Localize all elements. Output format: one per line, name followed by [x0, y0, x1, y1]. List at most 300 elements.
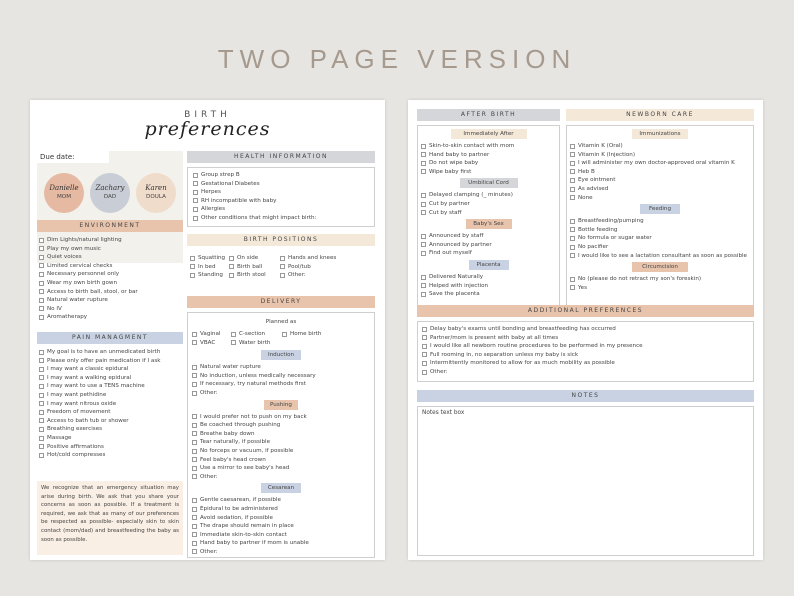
- checkbox[interactable]: [39, 315, 44, 320]
- checkbox[interactable]: [193, 198, 198, 203]
- pushing-item[interactable]: [192, 464, 370, 473]
- banner-title: TWO PAGE VERSION: [217, 44, 577, 74]
- position-item[interactable]: [229, 254, 280, 263]
- cord-label: Cut by partner: [429, 200, 470, 207]
- induction-item[interactable]: [192, 372, 370, 381]
- cesarean-item[interactable]: [192, 539, 370, 548]
- cord-list: [421, 191, 556, 217]
- immunization-item[interactable]: [570, 176, 750, 185]
- checkbox[interactable]: [192, 457, 197, 462]
- checkbox[interactable]: [190, 264, 195, 269]
- checkbox[interactable]: [280, 264, 285, 269]
- checkbox[interactable]: [192, 449, 197, 454]
- feeding-item[interactable]: [570, 234, 750, 243]
- notes-textbox[interactable]: [417, 406, 754, 556]
- checkbox[interactable]: [570, 187, 575, 192]
- circumcision-label: Yes: [578, 284, 588, 291]
- checkbox[interactable]: [39, 263, 44, 268]
- placenta-label: Helped with injection: [429, 282, 489, 289]
- sex-item[interactable]: [421, 232, 556, 241]
- immediately-label: Skin-to-skin contact with mom: [429, 143, 515, 149]
- checkbox[interactable]: [570, 152, 575, 157]
- planned-item[interactable]: [192, 330, 231, 339]
- induction-list: [192, 363, 370, 397]
- notes-section: [417, 390, 754, 556]
- immunization-label: As advised: [578, 185, 609, 192]
- checkbox[interactable]: [229, 256, 234, 261]
- positions-section: [187, 234, 375, 280]
- checkbox[interactable]: [421, 193, 426, 198]
- notes-placeholder: Notes text box: [422, 410, 465, 416]
- environment-label: Dim Lights/natural lighting: [47, 237, 122, 243]
- immunizations-list: [570, 142, 750, 202]
- pain-item[interactable]: [39, 408, 181, 417]
- additional-item[interactable]: [422, 359, 749, 368]
- cesarean-label: Hand baby to partner if mom is unable: [200, 540, 309, 547]
- position-item[interactable]: [229, 271, 280, 280]
- pain-label: I may want a walking epidural: [47, 374, 132, 381]
- environment-item[interactable]: [39, 236, 181, 245]
- checkbox[interactable]: [421, 152, 426, 157]
- additional-label: Delay baby's exams until bonding and breastfeeding has occurred: [430, 326, 616, 332]
- checkbox[interactable]: [229, 264, 234, 269]
- checkbox[interactable]: [421, 202, 426, 207]
- checkbox[interactable]: [192, 340, 197, 345]
- checkbox[interactable]: [570, 178, 575, 183]
- planned-item[interactable]: [282, 330, 370, 339]
- pushing-item[interactable]: [192, 413, 370, 422]
- after-birth-box: [417, 125, 560, 315]
- checkbox[interactable]: [421, 144, 426, 149]
- pain-item[interactable]: [39, 357, 181, 366]
- health-item[interactable]: [193, 171, 369, 180]
- checkbox[interactable]: [39, 410, 44, 415]
- position-item[interactable]: [190, 271, 229, 280]
- immunization-item[interactable]: [570, 185, 750, 194]
- immunization-label: Eye ointment: [578, 177, 616, 184]
- checkbox[interactable]: [570, 277, 575, 282]
- checkbox[interactable]: [39, 453, 44, 458]
- cord-item[interactable]: [421, 209, 556, 218]
- checkbox[interactable]: [192, 365, 197, 370]
- checkbox[interactable]: [192, 515, 197, 520]
- induction-item[interactable]: [192, 389, 370, 398]
- pushing-label: Feel baby's head crown: [200, 456, 266, 463]
- checkbox[interactable]: [570, 195, 575, 200]
- checkbox[interactable]: [192, 474, 197, 479]
- sex-label: Find out myself: [429, 250, 472, 257]
- checkbox[interactable]: [570, 245, 575, 250]
- checkbox[interactable]: [39, 367, 44, 372]
- checkbox[interactable]: [422, 361, 427, 366]
- environment-item[interactable]: [39, 262, 181, 271]
- pushing-label: Other:: [200, 473, 218, 480]
- feeding-item[interactable]: [570, 252, 750, 261]
- after-birth-header: AFTER BIRTH: [417, 109, 560, 121]
- health-item[interactable]: [193, 214, 369, 223]
- feeding-item[interactable]: [570, 217, 750, 226]
- checkbox[interactable]: [192, 423, 197, 428]
- additional-label: Other:: [430, 368, 448, 375]
- environment-label: Limited cervical checks: [47, 262, 113, 269]
- sex-label: Announced by staff: [429, 233, 484, 240]
- cesarean-item[interactable]: [192, 531, 370, 540]
- checkbox[interactable]: [192, 549, 197, 554]
- health-item[interactable]: [193, 205, 369, 214]
- checkbox[interactable]: [421, 242, 426, 247]
- pain-item[interactable]: [39, 365, 181, 374]
- feeding-item[interactable]: [570, 243, 750, 252]
- checkbox[interactable]: [192, 414, 197, 419]
- sex-item[interactable]: [421, 249, 556, 258]
- immunization-item[interactable]: [570, 159, 750, 168]
- checkbox[interactable]: [229, 273, 234, 278]
- environment-item[interactable]: [39, 253, 181, 262]
- checkbox[interactable]: [570, 144, 575, 149]
- checkbox[interactable]: [421, 283, 426, 288]
- pain-label: I may want a classic epidural: [47, 366, 129, 373]
- immediately-item[interactable]: [421, 159, 556, 168]
- pain-item[interactable]: [39, 374, 181, 383]
- immediately-item[interactable]: [421, 151, 556, 160]
- health-label: Herpes: [201, 189, 221, 196]
- health-header: HEALTH INFORMATION: [187, 151, 375, 163]
- planned-label: Planned as: [265, 319, 297, 325]
- health-item[interactable]: [193, 188, 369, 197]
- checkbox[interactable]: [570, 227, 575, 232]
- position-label: In bed: [198, 263, 216, 270]
- checkbox[interactable]: [39, 393, 44, 398]
- immunization-label: Heb B: [578, 168, 595, 175]
- checkbox[interactable]: [280, 256, 285, 261]
- position-item[interactable]: [280, 263, 372, 272]
- after-birth-section: [417, 109, 560, 315]
- pain-item[interactable]: [39, 348, 181, 357]
- checkbox[interactable]: [39, 298, 44, 303]
- checkbox[interactable]: [422, 335, 427, 340]
- pushing-item[interactable]: [192, 447, 370, 456]
- checkbox[interactable]: [231, 340, 236, 345]
- additional-item[interactable]: [422, 368, 749, 377]
- sex-list: [421, 232, 556, 258]
- checkbox[interactable]: [39, 281, 44, 286]
- induction-label: Induction: [261, 350, 301, 360]
- health-section: [187, 151, 375, 227]
- checkbox[interactable]: [39, 418, 44, 423]
- checkbox[interactable]: [193, 216, 198, 221]
- pain-item[interactable]: [39, 382, 181, 391]
- feeding-label: No pacifier: [578, 243, 609, 250]
- immediately-list: [421, 142, 556, 176]
- position-item[interactable]: [280, 254, 372, 263]
- checkbox[interactable]: [192, 391, 197, 396]
- environment-item[interactable]: [39, 245, 181, 254]
- cesarean-item[interactable]: [192, 514, 370, 523]
- placenta-item[interactable]: [421, 290, 556, 299]
- induction-label: If necessary, try natural methods first: [200, 381, 306, 388]
- cesarean-label: Other:: [200, 548, 218, 555]
- pushing-item[interactable]: [192, 473, 370, 482]
- planned-label: C-section: [239, 331, 266, 337]
- environment-label: Access to birth ball, stool, or bar: [47, 288, 138, 295]
- environment-label: Natural water rupture: [47, 297, 108, 304]
- cesarean-item[interactable]: [192, 496, 370, 505]
- feeding-label: Bottle feeding: [578, 226, 618, 233]
- checkbox[interactable]: [39, 375, 44, 380]
- pushing-label: Use a mirror to see baby's head: [200, 465, 290, 472]
- pain-label: Hot/cold compresses: [47, 452, 106, 459]
- pain-label: Massage: [47, 434, 72, 441]
- checkbox[interactable]: [570, 219, 575, 224]
- checkbox[interactable]: [192, 532, 197, 537]
- immunization-label: None: [578, 194, 593, 201]
- checkbox[interactable]: [421, 292, 426, 297]
- health-list: [187, 167, 375, 227]
- delivery-section: [187, 296, 375, 558]
- immediately-item[interactable]: [421, 168, 556, 177]
- checkbox[interactable]: [570, 161, 575, 166]
- checkbox[interactable]: [421, 251, 426, 256]
- checkbox[interactable]: [39, 444, 44, 449]
- checkbox[interactable]: [570, 253, 575, 258]
- pain-item[interactable]: [39, 425, 181, 434]
- position-item[interactable]: [280, 271, 372, 280]
- planned-item[interactable]: [231, 330, 282, 339]
- checkbox[interactable]: [39, 255, 44, 260]
- position-item[interactable]: [190, 263, 229, 272]
- sex-label: Baby's Sex: [466, 219, 512, 229]
- emergency-note: [37, 481, 183, 555]
- checkbox[interactable]: [570, 285, 575, 290]
- immediately-label: Wipe baby first: [429, 168, 472, 175]
- title-birth: BIRTH: [184, 110, 231, 120]
- pain-section: [37, 332, 183, 464]
- health-label: Group strep B: [201, 172, 240, 178]
- pain-item[interactable]: [39, 400, 181, 409]
- cord-item[interactable]: [421, 191, 556, 200]
- position-item[interactable]: [190, 254, 229, 263]
- planned-item[interactable]: [231, 339, 282, 348]
- circumcision-item[interactable]: [570, 275, 750, 284]
- additional-label: I would like all newborn routine procedures to be performed in my presence: [430, 343, 643, 350]
- cesarean-label: Avoid sedation, if possible: [200, 514, 273, 521]
- pain-label: I may want pethidine: [47, 391, 107, 398]
- immunization-item[interactable]: [570, 142, 750, 151]
- health-label: RH incompatible with baby: [201, 197, 277, 204]
- cord-label: Umbilical Cord: [460, 178, 518, 188]
- placenta-item[interactable]: [421, 273, 556, 282]
- due-date-label[interactable]: Due date:: [37, 151, 109, 163]
- checkbox[interactable]: [39, 427, 44, 432]
- planned-item[interactable]: [192, 339, 231, 348]
- pushing-label: Be coached through pushing: [200, 422, 281, 429]
- position-label: Squatting: [198, 255, 226, 261]
- cord-item[interactable]: [421, 200, 556, 209]
- checkbox[interactable]: [39, 401, 44, 406]
- cesarean-item[interactable]: [192, 505, 370, 514]
- induction-label: Natural water rupture: [200, 364, 261, 371]
- immunization-label: Vitamin K (Injection): [578, 151, 635, 158]
- circumcision-label: Circumcision: [632, 262, 688, 272]
- health-item[interactable]: [193, 197, 369, 206]
- additional-item[interactable]: [422, 325, 749, 334]
- pushing-item[interactable]: [192, 456, 370, 465]
- environment-label: Quiet voices: [47, 254, 82, 261]
- pushing-label: I would prefer not to push on my back: [200, 413, 307, 420]
- checkbox[interactable]: [192, 541, 197, 546]
- pain-item[interactable]: [39, 391, 181, 400]
- avatar-dad: Zachary DAD: [90, 173, 130, 213]
- checkbox[interactable]: [570, 236, 575, 241]
- pain-item[interactable]: [39, 417, 181, 426]
- immunization-label: I will administer my own doctor-approved oral vitamin K: [578, 160, 735, 167]
- cesarean-label: Epidural to be administered: [200, 505, 278, 512]
- additional-item[interactable]: [422, 342, 749, 351]
- environment-item[interactable]: [39, 270, 181, 279]
- environment-section: [37, 220, 183, 326]
- circumcision-item[interactable]: [570, 284, 750, 293]
- checkbox[interactable]: [192, 431, 197, 436]
- pain-item[interactable]: [39, 434, 181, 443]
- checkbox[interactable]: [193, 190, 198, 195]
- checkbox[interactable]: [193, 207, 198, 212]
- environment-item[interactable]: [39, 305, 181, 314]
- environment-header: ENVIRONMENT: [37, 220, 183, 232]
- circumcision-list: [570, 275, 750, 292]
- checkbox[interactable]: [193, 173, 198, 178]
- delivery-box: [187, 312, 375, 558]
- pushing-item[interactable]: [192, 438, 370, 447]
- checkbox[interactable]: [39, 358, 44, 363]
- checkbox[interactable]: [192, 507, 197, 512]
- avatar-mom: Danielle MOM: [44, 173, 84, 213]
- feeding-label: I would like to see a lactation consultant as soon as possible: [578, 252, 747, 259]
- environment-item[interactable]: [39, 313, 181, 322]
- checkbox[interactable]: [422, 327, 427, 332]
- cesarean-label: Cesarean: [261, 483, 301, 493]
- checkbox[interactable]: [39, 306, 44, 311]
- position-label: Pool/tub: [288, 263, 311, 270]
- checkbox[interactable]: [39, 272, 44, 277]
- checkbox[interactable]: [570, 169, 575, 174]
- environment-item[interactable]: [39, 279, 181, 288]
- checkbox[interactable]: [192, 373, 197, 378]
- checkbox[interactable]: [422, 344, 427, 349]
- pushing-item[interactable]: [192, 421, 370, 430]
- immunization-item[interactable]: [570, 194, 750, 203]
- checkbox[interactable]: [39, 350, 44, 355]
- immunization-item[interactable]: [570, 151, 750, 160]
- checkbox[interactable]: [192, 382, 197, 387]
- sex-label: Announced by partner: [429, 241, 492, 248]
- checkbox[interactable]: [39, 246, 44, 251]
- position-label: Other:: [288, 272, 306, 279]
- checkbox[interactable]: [421, 210, 426, 215]
- checkbox[interactable]: [39, 289, 44, 294]
- feeding-label: No formula or sugar water: [578, 235, 652, 242]
- immediately-label: Hand baby to partner: [429, 151, 490, 158]
- checkbox[interactable]: [192, 332, 197, 337]
- pain-label: I may want to use a TENS machine: [47, 383, 145, 390]
- cesarean-item[interactable]: [192, 548, 370, 557]
- checkbox[interactable]: [193, 181, 198, 186]
- pain-header: PAIN MANAGMENT: [37, 332, 183, 344]
- additional-item[interactable]: [422, 351, 749, 360]
- pushing-list: [192, 413, 370, 482]
- induction-item[interactable]: [192, 363, 370, 372]
- checkbox[interactable]: [192, 466, 197, 471]
- additional-label: Intermittently monitored to allow for as much mobility as possible: [430, 360, 615, 367]
- placenta-item[interactable]: [421, 282, 556, 291]
- checkbox[interactable]: [282, 332, 287, 337]
- checkbox[interactable]: [421, 275, 426, 280]
- health-label: Allergies: [201, 206, 226, 213]
- position-label: On side: [237, 255, 259, 261]
- feeding-label: Feeding: [640, 204, 680, 214]
- environment-label: Necessary personnel only: [47, 271, 120, 278]
- pain-item[interactable]: [39, 451, 181, 460]
- checkbox[interactable]: [422, 352, 427, 357]
- pushing-item[interactable]: [192, 430, 370, 439]
- environment-label: Aromatherapy: [47, 314, 88, 321]
- checkbox[interactable]: [421, 234, 426, 239]
- pain-item[interactable]: [39, 443, 181, 452]
- additional-section: [417, 305, 754, 382]
- feeding-item[interactable]: [570, 226, 750, 235]
- immediately-label: Immediately After: [451, 129, 527, 139]
- checkbox[interactable]: [192, 524, 197, 529]
- positions-grid: [187, 254, 375, 280]
- position-item[interactable]: [229, 263, 280, 272]
- environment-item[interactable]: [39, 288, 181, 297]
- immediately-item[interactable]: [421, 142, 556, 151]
- pushing-label: Breathe baby down: [200, 430, 255, 437]
- health-item[interactable]: [193, 180, 369, 189]
- checkbox[interactable]: [39, 436, 44, 441]
- title-preferences: preferences: [144, 118, 271, 140]
- checkbox[interactable]: [39, 238, 44, 243]
- checkbox[interactable]: [231, 332, 236, 337]
- avatar-doula: Karen DOULA: [136, 173, 176, 213]
- environment-label: Play my own music: [47, 245, 101, 252]
- additional-item[interactable]: [422, 334, 749, 343]
- checkbox[interactable]: [192, 440, 197, 445]
- checkbox[interactable]: [280, 273, 285, 278]
- environment-list: [37, 232, 183, 326]
- checkbox[interactable]: [190, 273, 195, 278]
- induction-label: Other:: [200, 389, 218, 396]
- immunization-item[interactable]: [570, 168, 750, 177]
- induction-item[interactable]: [192, 380, 370, 389]
- sex-item[interactable]: [421, 241, 556, 250]
- additional-label: Full rooming in, no separation unless my baby is sick: [430, 351, 579, 358]
- checkbox[interactable]: [192, 498, 197, 503]
- newborn-section: [566, 109, 754, 315]
- planned-label: VBAC: [200, 339, 216, 346]
- immediately-label: Do not wipe baby: [429, 160, 479, 167]
- emergency-note-text: We recognize that an emergency situation may arise during birth. We ask that you share your concerns as soon as possible. If a treatment is required, we ask that as many of our preferences be respected as possible- especially skin to skin contact (mom/dad) and breastfeeding the baby as soon as possible.: [41, 485, 179, 543]
- checkbox[interactable]: [190, 256, 195, 261]
- health-label: Other conditions that might impact birth:: [201, 214, 317, 221]
- cesarean-item[interactable]: [192, 522, 370, 531]
- checkbox[interactable]: [421, 169, 426, 174]
- position-label: Birth stool: [237, 272, 266, 279]
- checkbox[interactable]: [422, 370, 427, 375]
- environment-item[interactable]: [39, 296, 181, 305]
- checkbox[interactable]: [421, 161, 426, 166]
- newborn-header: NEWBORN CARE: [566, 109, 754, 121]
- checkbox[interactable]: [39, 384, 44, 389]
